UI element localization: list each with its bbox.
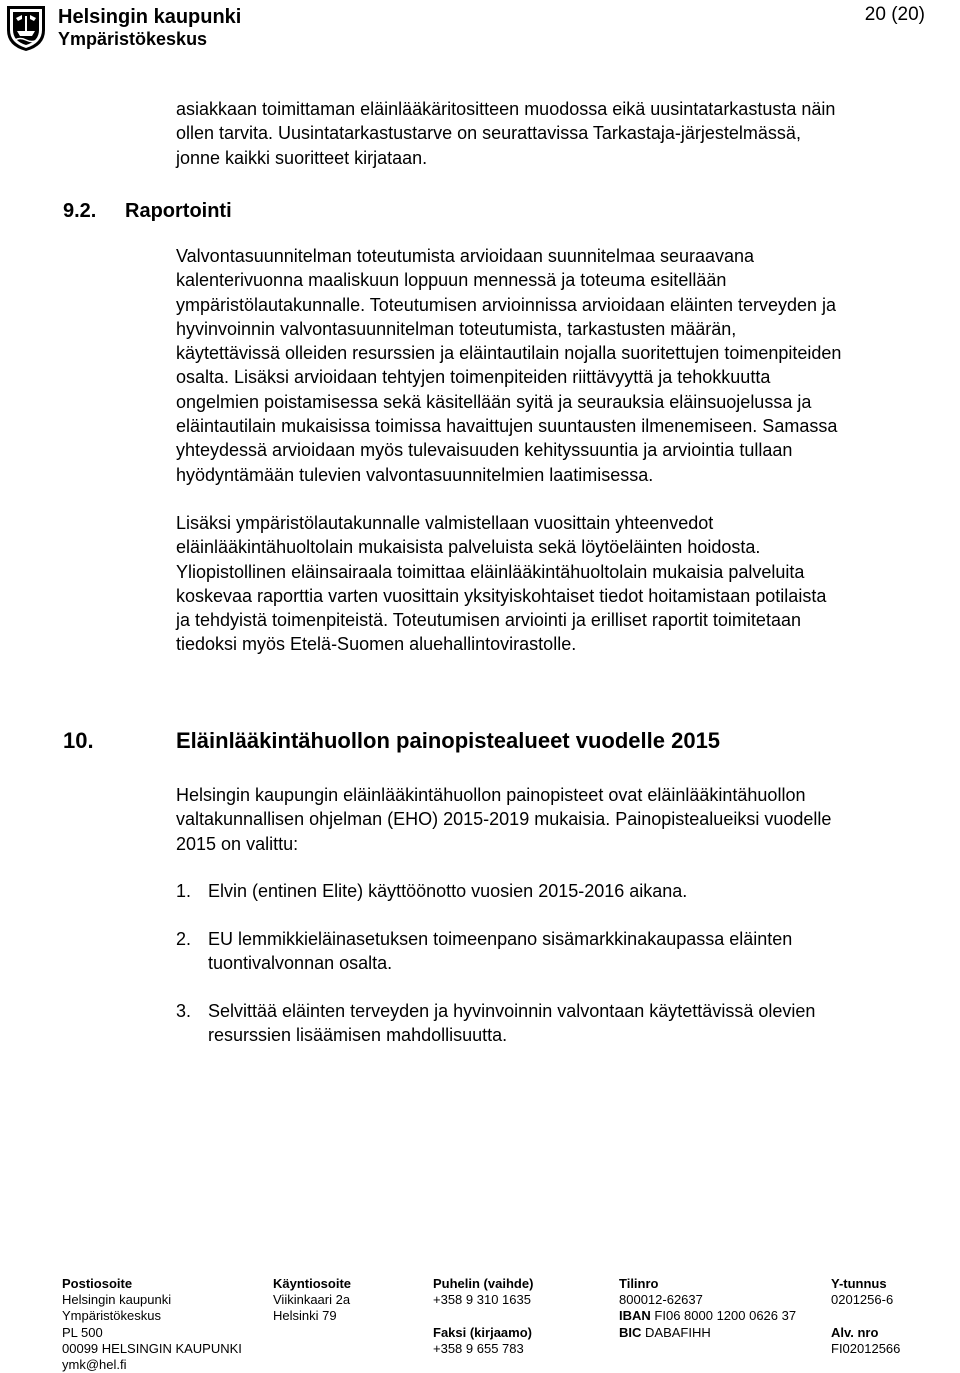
page-footer [0,1276,960,1373]
footer-line: 00099 HELSINGIN KAUPUNKI [62,1340,242,1356]
department-name: Ympäristökeskus [58,29,208,49]
footer-line: +358 9 655 783 [433,1340,524,1356]
footer-label: IBAN [619,1308,651,1324]
text-line: hyödyntämään tulevien valvontasuunnitelmien laatimisessa. [176,464,654,485]
list-number: 1. [176,881,192,901]
footer-label: Käyntiosoite [273,1276,352,1291]
paragraph-continuation [176,97,956,170]
footer-line: Helsinki 79 [273,1308,337,1324]
section-title: Raportointi [125,200,232,222]
chapter-title: Eläinlääkintähuollon painopistealueet vuodelle 2015 [176,728,721,753]
paragraph-summary [176,511,956,657]
footer-line: Helsingin kaupunki [62,1292,172,1308]
footer-line: Viikinkaari 2a [273,1292,351,1308]
list-number: 2. [176,929,192,949]
footer-visiting-address [273,1276,351,1325]
footer-bank-account [619,1276,796,1341]
paragraph-reporting [176,244,956,487]
letterhead [58,6,241,50]
text-line: jonne kaikki suoritteet kirjataan. [176,147,428,168]
footer-email: ymk@hel.fi [62,1356,127,1372]
footer-label: Y-tunnus [831,1276,887,1291]
text-line: ollen tarvita. Uusintatarkastustarve on seurattavissa Tarkastaja-järjestelmässä, [176,123,801,144]
section-number: 9.2. [63,200,97,222]
footer-business-id [831,1276,900,1357]
footer-line: 800012-62637 [619,1292,703,1308]
city-coat-of-arms-logo [4,3,48,53]
footer-label: Faksi (kirjaamo) [433,1324,532,1340]
text-line: ongelmien poistamisessa sekä käsitellään syitä ja seurauksia eläinsuojelussa ja [176,391,812,412]
text-line: ympäristölautakunnalle. Toteutumisen arvioinnissa arvioidaan eläinten terveyden ja [176,294,837,315]
text-line: koskevaa raporttia varten vuosittain yksityiskohtaiset tiedot hoitamistaan potilaista [176,585,827,606]
text-line: tuontivalvonnan osalta. [208,953,393,974]
text-line: 2015 on valittu: [176,833,299,854]
text-line: osalta. Lisäksi arvioidaan tehtyjen toimenpiteiden riittävyyttä ja tehokkuutta [176,367,771,388]
text-line: valtakunnallisen ohjelman (EHO) 2015-2019 mukaisia. Painopistealueiksi vuodelle [176,809,832,830]
text-line: eläinlääkintähuoltolain mukaisista palveluista sekä löytöeläinten hoidosta. [176,537,761,558]
text-line: Lisäksi ympäristölautakunnalle valmistellaan vuosittain yhteenvedot [176,513,714,533]
footer-postal-address [62,1276,242,1373]
text-line: yhteydessä arvioidaan myös tulevaisuuden kehityssuuntia ja arviointia tullaan [176,440,793,461]
footer-label: Postiosoite [62,1276,133,1291]
footer-line: 0201256-6 [831,1292,894,1308]
text-line: käytettävissä olleiden resurssien ja eläintautilain nojalla suoritettujen toimenpiteiden [176,343,842,364]
chapter-number: 10. [63,728,94,753]
footer-phone [433,1276,533,1357]
footer-label: Alv. nro [831,1324,879,1340]
text-line: Yliopistollinen eläinsairaala toimittaa eläinlääkintähuoltolain mukaisia palveluita [176,561,805,582]
footer-line: FI02012566 [831,1340,901,1356]
text-line: kalenterivuonna maaliskuun loppuun mennessä ja toteuma esitellään [176,270,727,291]
footer-line: +358 9 310 1635 [433,1292,531,1308]
list-number: 3. [176,1001,192,1021]
text-line: asiakkaan toimittaman eläinlääkäritositteen muodossa eikä uusintatarkastusta näin [176,99,836,119]
footer-line: PL 500 [62,1324,103,1340]
page-number: 20 (20) [864,4,925,25]
footer-bic: DABAFIHH [645,1324,711,1340]
footer-label: Tilinro [619,1276,659,1291]
text-line: eläintautilain mukaisissa toimissa havaittujen suuntausten ilmenemiseen. Samassa [176,416,838,437]
paragraph-priorities [176,783,956,856]
footer-line: Ympäristökeskus [62,1308,161,1324]
text-line: Helsingin kaupungin eläinlääkintähuollon painopisteet ovat eläinlääkintähuollon [176,785,806,805]
text-line: Elvin (entinen Elite) käyttöönotto vuosien 2015-2016 aikana. [208,881,688,901]
text-line: EU lemmikkieläinasetuksen toimeenpano sisämarkkinakaupassa eläinten [208,929,793,949]
text-line: Selvittää eläinten terveyden ja hyvinvoinnin valvontaan käytettävissä olevien [208,1001,816,1021]
text-line: resurssien lisäämisen mahdollisuutta. [208,1025,508,1046]
organization-name: Helsingin kaupunki [58,6,242,28]
footer-label: Puhelin (vaihde) [433,1276,534,1291]
footer-label: BIC [619,1324,642,1340]
text-line: ja tehdyistä toimenpiteistä. Toteutumisen arviointi ja erilliset raportit toimitetaan [176,610,801,631]
text-line: Valvontasuunnitelman toteutumista arvioidaan suunnitelmaa seuraavana [176,246,755,266]
footer-iban: FI06 8000 1200 0626 37 [654,1308,797,1324]
text-line: tiedoksi myös Etelä-Suomen aluehallintovirastolle. [176,634,577,655]
text-line: hyvinvoinnin valvontasuunnitelman toteutumista, tarkastusten määrän, [176,318,737,339]
